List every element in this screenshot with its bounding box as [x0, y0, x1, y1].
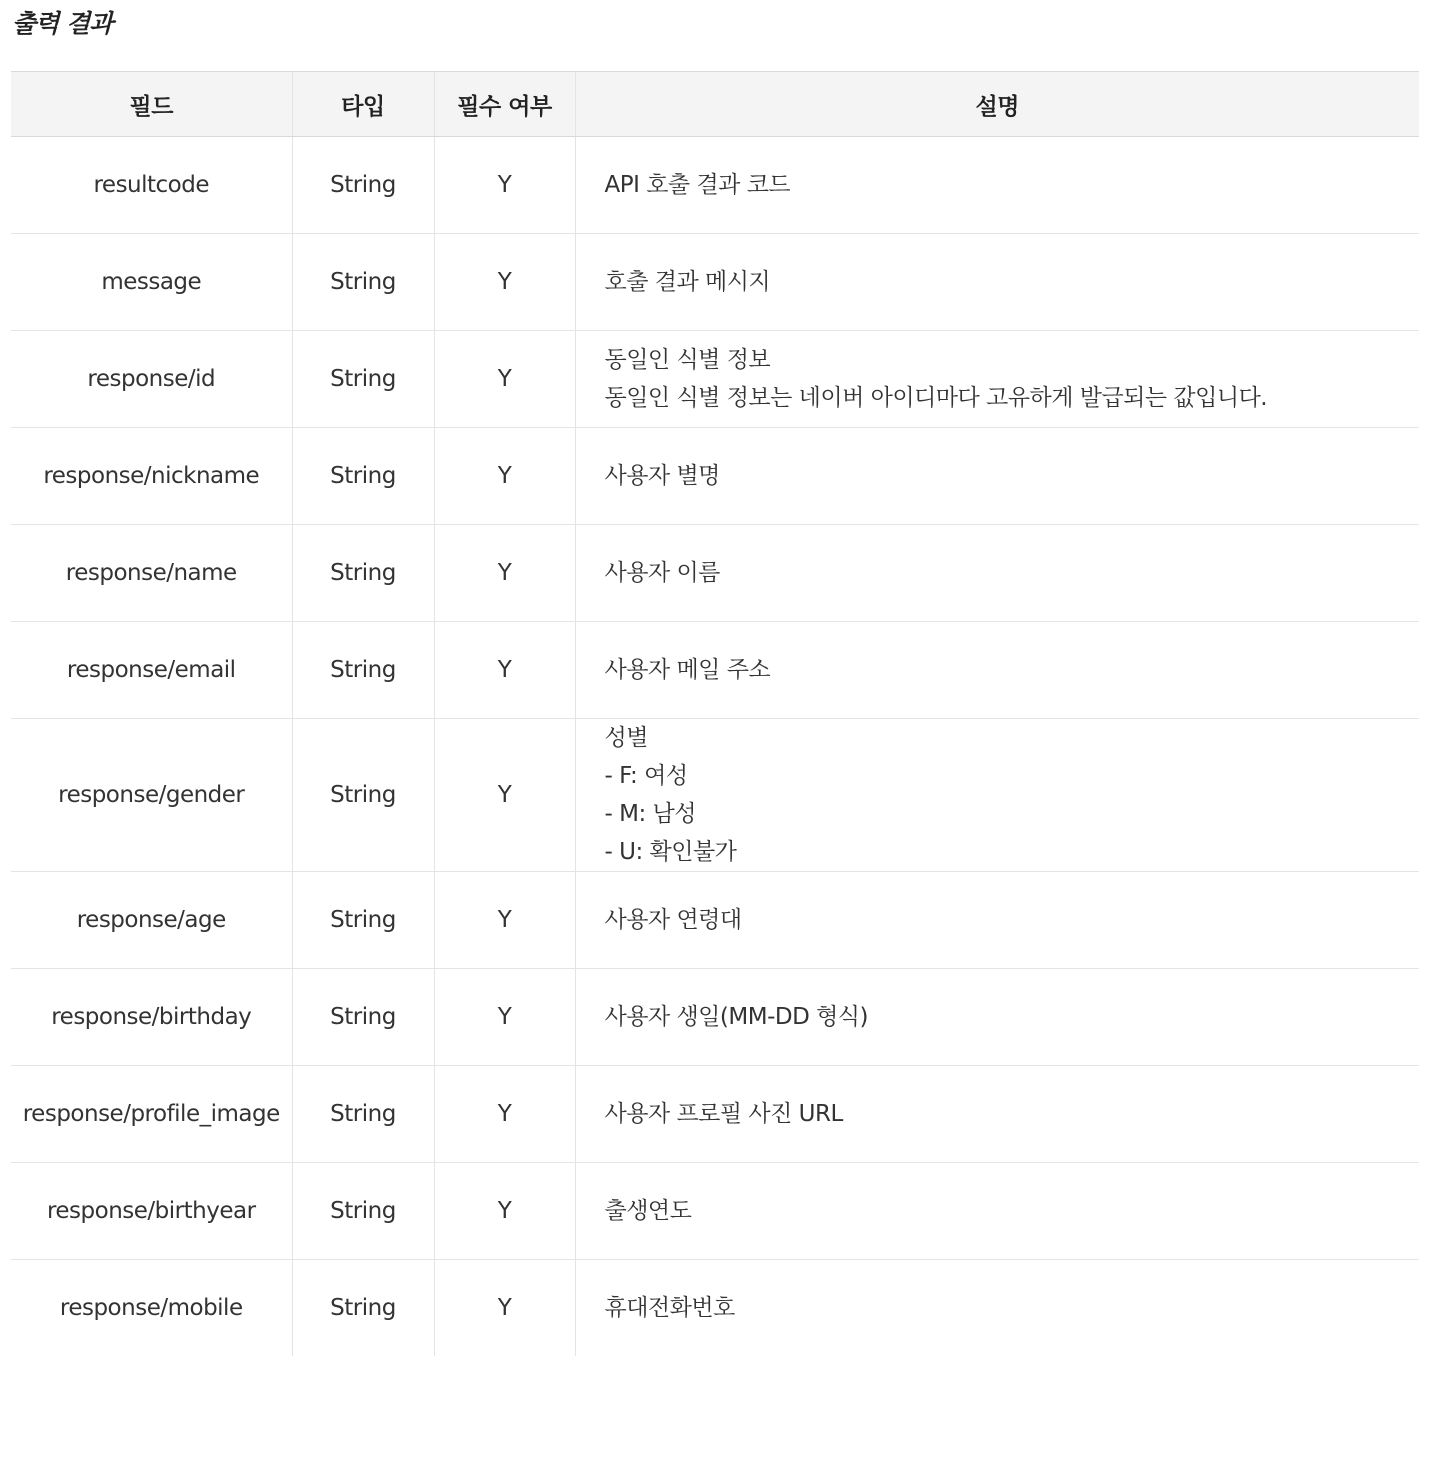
field-required: Y	[434, 525, 575, 622]
description-line: 사용자 이름	[604, 560, 720, 586]
description-line: - F: 여성	[604, 763, 688, 789]
field-name: response/age	[11, 872, 292, 969]
description-line: 호출 결과 메시지	[604, 269, 771, 295]
field-name: response/nickname	[11, 428, 292, 525]
field-type: String	[292, 1260, 434, 1357]
field-required: Y	[434, 428, 575, 525]
field-required: Y	[434, 1260, 575, 1357]
field-description	[575, 137, 1419, 234]
field-type: String	[292, 622, 434, 719]
description-line: 사용자 프로필 사진 URL	[604, 1101, 843, 1127]
field-description	[575, 719, 1419, 872]
table-row	[11, 1260, 1419, 1357]
field-type: String	[292, 428, 434, 525]
header-field: 필드	[11, 72, 292, 137]
field-description	[575, 234, 1419, 331]
field-name: response/email	[11, 622, 292, 719]
description-line: - U: 확인불가	[604, 839, 737, 865]
table-row	[11, 622, 1419, 719]
table-row	[11, 428, 1419, 525]
field-description	[575, 1066, 1419, 1163]
table-row	[11, 872, 1419, 969]
description-line: 성별	[604, 725, 648, 751]
header-required: 필수 여부	[434, 72, 575, 137]
field-type: String	[292, 1163, 434, 1260]
field-type: String	[292, 525, 434, 622]
field-description	[575, 331, 1419, 428]
field-type: String	[292, 872, 434, 969]
field-name: response/birthyear	[11, 1163, 292, 1260]
section-title: 출력 결과	[12, 9, 113, 38]
output-result-table	[11, 71, 1419, 1356]
description-line: 휴대전화번호	[604, 1295, 735, 1321]
description-line: - M: 남성	[604, 801, 696, 827]
field-required: Y	[434, 719, 575, 872]
field-name: response/profile_image	[11, 1066, 292, 1163]
field-required: Y	[434, 331, 575, 428]
table-row	[11, 1066, 1419, 1163]
field-name: message	[11, 234, 292, 331]
field-type: String	[292, 969, 434, 1066]
table-row	[11, 969, 1419, 1066]
table-row	[11, 719, 1419, 872]
field-required: Y	[434, 1163, 575, 1260]
field-name: response/id	[11, 331, 292, 428]
table-row	[11, 525, 1419, 622]
field-type: String	[292, 137, 434, 234]
table-row	[11, 137, 1419, 234]
field-description	[575, 1260, 1419, 1357]
table-row	[11, 1163, 1419, 1260]
field-name: resultcode	[11, 137, 292, 234]
table-row	[11, 331, 1419, 428]
field-description	[575, 969, 1419, 1066]
description-line: 사용자 별명	[604, 463, 720, 489]
field-required: Y	[434, 1066, 575, 1163]
field-name: response/gender	[11, 719, 292, 872]
description-line: 사용자 메일 주소	[604, 657, 771, 683]
description-line: 출생연도	[604, 1198, 692, 1224]
field-description	[575, 872, 1419, 969]
field-name: response/mobile	[59, 1295, 243, 1321]
field-name: response/name	[11, 525, 292, 622]
description-line: 사용자 연령대	[604, 907, 742, 933]
field-required: Y	[434, 234, 575, 331]
field-required: Y	[434, 969, 575, 1066]
field-type: String	[292, 331, 434, 428]
field-required: Y	[434, 622, 575, 719]
field-name: response/birthday	[11, 969, 292, 1066]
field-required: Y	[434, 137, 575, 234]
field-description	[575, 525, 1419, 622]
header-description: 설명	[575, 72, 1419, 137]
description-line: API 호출 결과 코드	[604, 172, 791, 198]
field-type: String	[292, 719, 434, 872]
field-required: Y	[434, 872, 575, 969]
field-type: String	[292, 234, 434, 331]
header-type: 타입	[292, 72, 434, 137]
description-line: 동일인 식별 정보	[604, 347, 771, 373]
table-header-row	[11, 72, 1419, 137]
description-line: 동일인 식별 정보는 네이버 아이디마다 고유하게 발급되는 값입니다.	[604, 385, 1268, 411]
table-row	[11, 234, 1419, 331]
field-description	[575, 622, 1419, 719]
field-description	[575, 1163, 1419, 1260]
description-line: 사용자 생일(MM-DD 형식)	[604, 1004, 869, 1030]
field-type: String	[292, 1066, 434, 1163]
field-description	[575, 428, 1419, 525]
